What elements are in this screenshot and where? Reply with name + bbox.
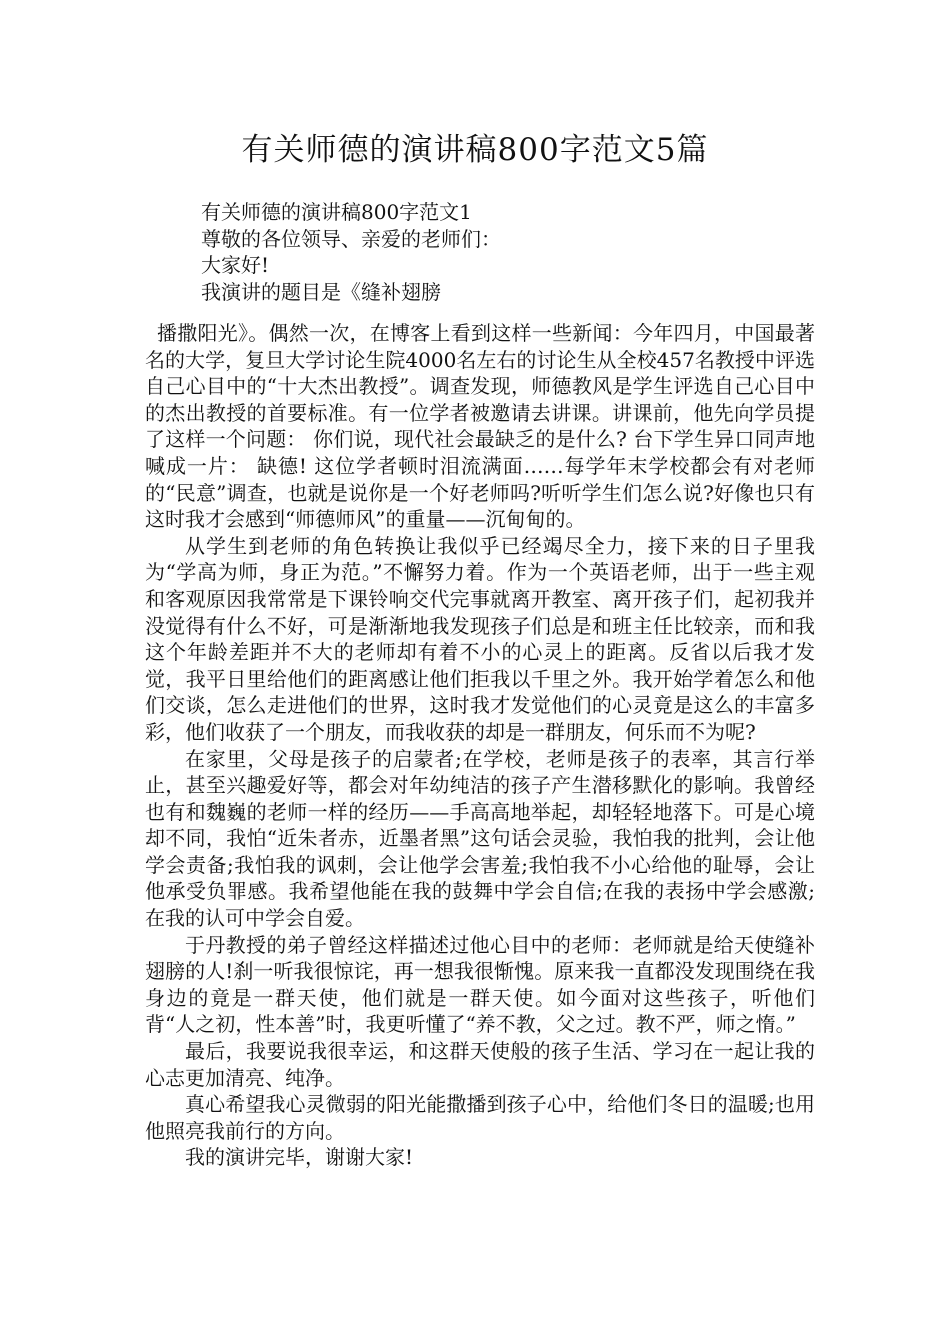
paragraph: 播撒阳光》。偶然一次，在博客上看到这样一些新闻：今年四月，中国最著名的大学，复旦大学讨论生院4000名左右的讨论生从全校457名教授中评选自己心目中的“十大杰出教授”。调查发现，师德教风是学生评选自己心目中的杰出教授的首要标准。有一位学者被邀请去讲课。讲课前，他先向学员提了这样一个问题： 你们说，现代社会最缺乏的是什么? 台下学生异口同声地喊成一片： 缺德! 这位学者顿时泪流满面……每学年末学校都会有对老师的“民意”调查，也就是说你是一个好老师吗?听听学生们怎么说?好像也只有这时我才会感到“师德师风”的重量——沉甸甸的。 xyxy=(145,321,815,532)
section-heading: 有关师德的演讲稿800字范文1 xyxy=(201,200,472,224)
paragraph: 真心希望我心灵微弱的阳光能撒播到孩子心中，给他们冬日的温暖;也用他照亮我前行的方向。 xyxy=(145,1092,815,1143)
intro-block xyxy=(201,199,841,305)
speech-body xyxy=(145,320,815,1171)
paragraph: 我的演讲完毕，谢谢大家! xyxy=(185,1145,414,1170)
paragraph: 最后，我要说我很幸运，和这群天使般的孩子生活、学习在一起让我的心志更加清亮、纯净。 xyxy=(145,1039,815,1090)
salutation: 尊敬的各位领导、亲爱的老师们： xyxy=(201,226,501,251)
greeting: 大家好! xyxy=(201,253,270,277)
speech-topic: 我演讲的题目是《缝补翅膀 xyxy=(201,279,441,304)
document-title: 有关师德的演讲稿800字范文5篇 xyxy=(241,132,709,168)
paragraph: 于丹教授的弟子曾经这样描述过他心目中的老师：老师就是给天使缝补翅膀的人!刹一听我很惊诧，再一想我很惭愧。原来我一直都没发现围绕在我身边的竟是一群天使，他们就是一群天使。如今面对这些孩子，听他们背“人之初，性本善”时，我更听懂了“养不教，父之过。教不严，师之惰。” xyxy=(145,932,815,1037)
paragraph: 在家里，父母是孩子的启蒙者;在学校，老师是孩子的表率，其言行举止，甚至兴趣爱好等，都会对年幼纯洁的孩子产生潜移默化的影响。我曾经也有和魏巍的老师一样的经历——手高高地举起，却轻轻地落下。可是心境却不同，我怕“近朱者赤，近墨者黑”这句话会灵验，我怕我的批判，会让他学会责备;我怕我的讽刺，会让他学会害羞;我怕我不小心给他的耻辱，会让他承受负罪感。我希望他能在我的鼓舞中学会自信;在我的表扬中学会感激;在我的认可中学会自爱。 xyxy=(145,746,815,931)
paragraph: 从学生到老师的角色转换让我似乎已经竭尽全力，接下来的日子里我为“学高为师，身正为范。”不懈努力着。作为一个英语老师，出于一些主观和客观原因我常常是下课铃响交代完事就离开教室、离开孩子们，起初我并没觉得有什么不好，可是渐渐地我发现孩子们总是和班主任比较亲，而和我这个年龄差距并不大的老师却有着不小的心灵上的距离。反省以后我才发觉，我平日里给他们的距离感让他们拒我以千里之外。我开始学着怎么和他们交谈，怎么走进他们的世界，这时我才发觉他们的心灵竟是这么的丰富多彩，他们收获了一个朋友，而我收获的却是一群朋友，何乐而不为呢? xyxy=(145,533,815,744)
